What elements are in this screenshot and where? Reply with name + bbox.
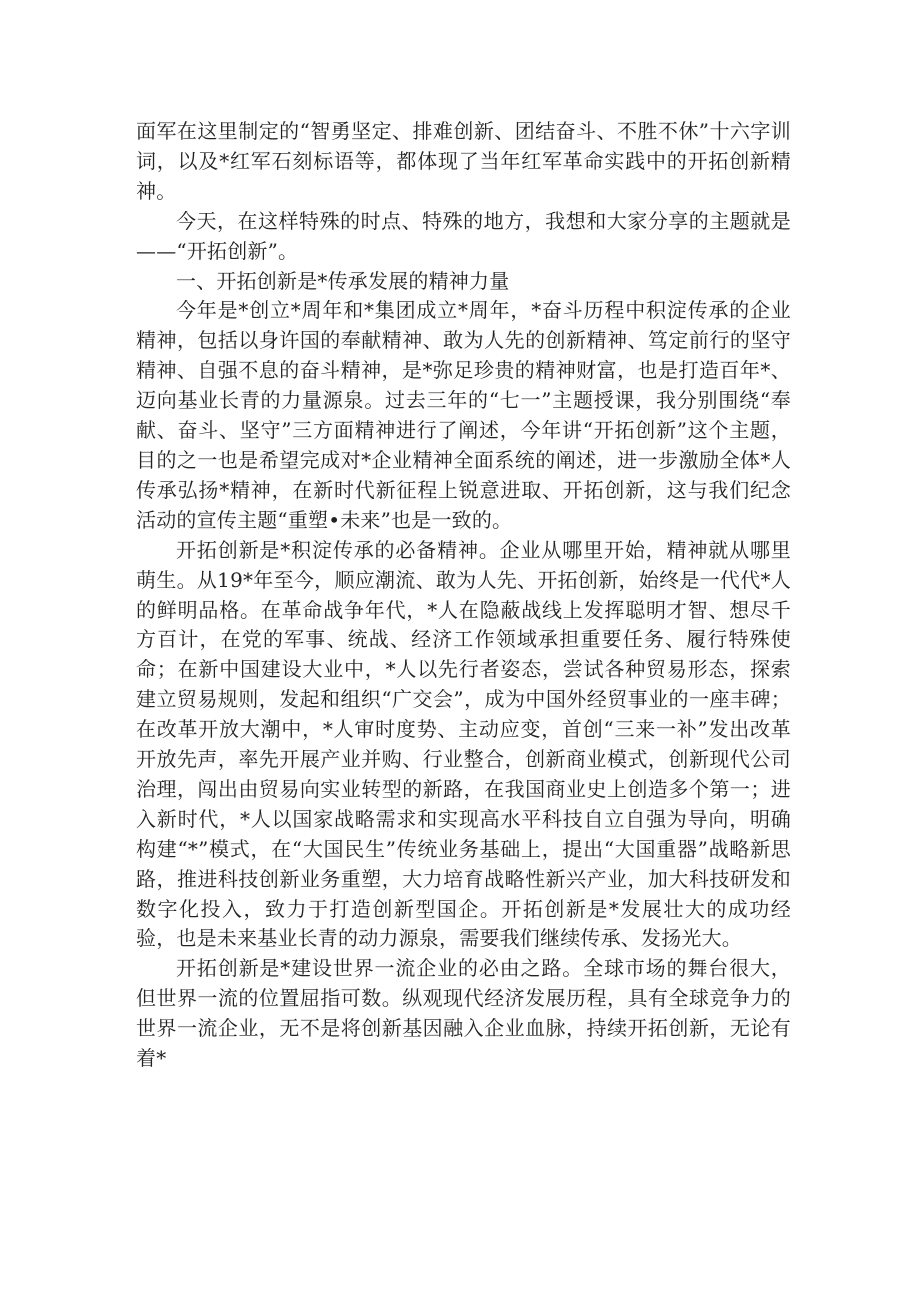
paragraph-4: 开拓创新是*积淀传承的必备精神。企业从哪里开始，精神就从哪里萌生。从19*年至今，顺应潮流、敢为人先、开拓创新，始终是一代代*人的鲜明品格。在革命战争年代，*人在隐蔽战线上发挥聪明才智、想尽千方百计，在党的军事、统战、经济工作领域承担重要任务、履行特殊使命；在新中国建设大业中，*人以先行者姿态，尝试各种贸易形态，探索建立贸易规则，发起和组织“广交会”，成为中国外经贸事业的一座丰碑；在改革开放大潮中，*人审时度势、主动应变，首创“三来一补”发出改革开放先声，率先开展产业并购、行业整合，创新商业模式，创新现代公司治理，闯出由贸易向实业转型的新路，在我国商业史上创造多个第一；进入新时代，*人以国家战略需求和实现高水平科技自立自强为导向，明确构建“*”模式，在“大国民生”传统业务基础上，提出“大国重器”战略新思路，推进科技创新业务重塑，大力培育战略性新兴产业，加大科技研发和数字化投入，致力于打造创新型国企。开拓创新是*发展壮大的成功经验，也是未来基业长青的动力源泉，需要我们继续传承、发扬光大。 [136, 537, 791, 951]
paragraph-5: 开拓创新是*建设世界一流企业的必由之路。全球市场的舞台很大，但世界一流的位置屈指可数。纵观现代经济发展历程，具有全球竞争力的世界一流企业，无不是将创新基因融入企业血脉，持续开拓创新，无论有着* [136, 956, 791, 1071]
paragraph-3: 今年是*创立*周年和*集团成立*周年，*奋斗历程中积淀传承的企业精神，包括以身许国的奉献精神、敢为人先的创新精神、笃定前行的坚守精神、自强不息的奋斗精神，是*弥足珍贵的精神财富，也是打造百年*、迈向基业长青的力量源泉。过去三年的“七一”主题授课，我分别围绕“奉献、奋斗、坚守”三方面精神进行了阐述，今年讲“开拓创新”这个主题，目的之一也是希望完成对*企业精神全面系统的阐述，进一步激励全体*人传承弘扬*精神，在新时代新征程上锐意进取、开拓创新，这与我们纪念活动的宣传主题“重塑•未来”也是一致的。 [136, 298, 791, 532]
paragraph-1: 面军在这里制定的“智勇坚定、排难创新、团结奋斗、不胜不休”十六字训词，以及*红军石刻标语等，都体现了当年红军革命实践中的开拓创新精神。 [136, 119, 791, 203]
section-heading-1: 一、开拓创新是*传承发展的精神力量 [176, 268, 510, 293]
paragraph-2: 今天，在这样特殊的时点、特殊的地方，我想和大家分享的主题就是——“开拓创新”。 [136, 208, 791, 263]
document-body [136, 117, 791, 1074]
